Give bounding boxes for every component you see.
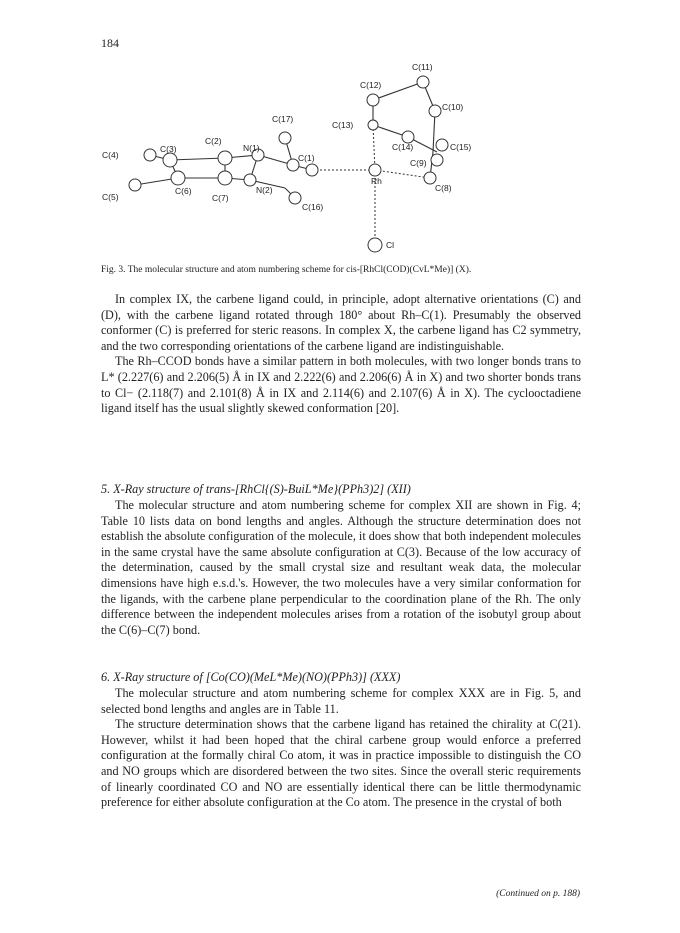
atom-label-c17: C(17) <box>272 114 294 124</box>
atom-label-c5: C(5) <box>102 192 119 202</box>
atom-label-c7: C(7) <box>212 193 229 203</box>
section-5-heading: 5. X-Ray structure of trans-[RhCl{(S)-BuiL*Me}(PPh3)2] (XII) <box>101 482 411 496</box>
atom-label-c10: C(10) <box>442 102 464 112</box>
atom-label-c11: C(11) <box>412 62 433 72</box>
atom-label-c13: C(13) <box>332 120 354 130</box>
atom-label-c2: C(2) <box>205 136 222 146</box>
atom-label-c3: C(3) <box>160 144 177 154</box>
paragraph-1: In complex IX, the carbene ligand could, in principle, adopt alternative orientations (C) and (D), with the carbene ligand rotated through 180° about Rh–C(1). Presumably the observed conformer (C) is preferred for steric reasons. In complex X, the carbene ligand has C2 symmetry, and the two corresponding orientations of the carbene ligand are indistinguishable. <box>101 292 581 353</box>
atom-label-n2: N(2) <box>256 185 273 195</box>
section-5-text: The molecular structure and atom numbering scheme for complex XII are shown in Fig. 4; Table 10 lists data on bond lengths and angles. Although the structure determination does not establish the absolute configuration of the molecule, it does show that both independent molecules in the same crystal have the same absolute configuration at C(3). Because of the low accuracy of the determination, caused by the small crystal size and resultant weak data, the molecular dimensions have high e.s.d.'s. However, the two molecules have a very similar conformation for the ligands, with the carbene plane perpendicular to the coordination plane of the Rh. The only difference between the independent molecules arises from a rotation of the isobutyl group about the C(6)–C(7) bond. <box>101 498 581 637</box>
page-number: 184 <box>101 36 119 50</box>
section-6-heading: 6. X-Ray structure of [Co(CO)(MeL*Me)(NO)(PPh3)] (XXX) <box>101 670 401 684</box>
atom-label-cl: Cl <box>386 240 395 250</box>
atom-label-rh: Rh <box>371 176 382 186</box>
atom-label-c14: C(14) <box>392 142 414 152</box>
atom-label-c4: C(4) <box>102 150 119 160</box>
atom-label-n1: N(1) <box>243 143 260 153</box>
atom-label-c8: C(8) <box>435 183 452 193</box>
paragraph-2: The Rh–CCOD bonds have a similar pattern in both molecules, with two longer bonds trans to L* (2.227(6) and 2.206(5) Å in IX and 2.222(6) and 2.206(6) Å in X) and two shorter bonds trans to Cl− (2.118(7) and 2.101(8) Å in IX and 2.114(6) and 2.107(6) Å in X). The cyclooctadiene ligand itself has the usual slightly skewed conformation [20]. <box>101 354 581 416</box>
atom-label-c12: C(12) <box>360 80 382 90</box>
molecular-structure-figure <box>90 60 570 260</box>
discussion-text <box>101 292 581 417</box>
section-5-body <box>101 498 581 638</box>
atom-label-c1: C(1) <box>298 153 315 163</box>
section-6-para-2: The structure determination shows that the carbene ligand has retained the chirality at C(21). However, whilst it had been hoped that the chiral carbene group would enforce a preferred configuration at the formally chiral Co atom, it was in practice impossible to distinguish the CO and NO groups which are disordered between the two sites. Since the overall steric requirements of linearly coordinated CO and NO are essentially identical there can be little thermodynamic preference for either absolute configuration at the Co atom. The presence in the crystal of both <box>101 717 581 810</box>
section-6-body <box>101 686 581 811</box>
section-6-para-1: The molecular structure and atom numbering scheme for complex XXX are in Fig. 5, and selected bond lengths and angles are in Table 11. <box>101 686 581 716</box>
molecule-diagram <box>90 60 570 260</box>
atom-label-c16: C(16) <box>302 202 324 212</box>
atom-label-c6: C(6) <box>175 186 192 196</box>
atom-label-c15: C(15) <box>450 142 472 152</box>
continued-note: (Continued on p. 188) <box>496 889 580 899</box>
atom-label-c9: C(9) <box>410 158 427 168</box>
figure-caption: Fig. 3. The molecular structure and atom numbering scheme for cis-[RhCl(COD)(CvL*Me)] (X). <box>101 265 472 275</box>
